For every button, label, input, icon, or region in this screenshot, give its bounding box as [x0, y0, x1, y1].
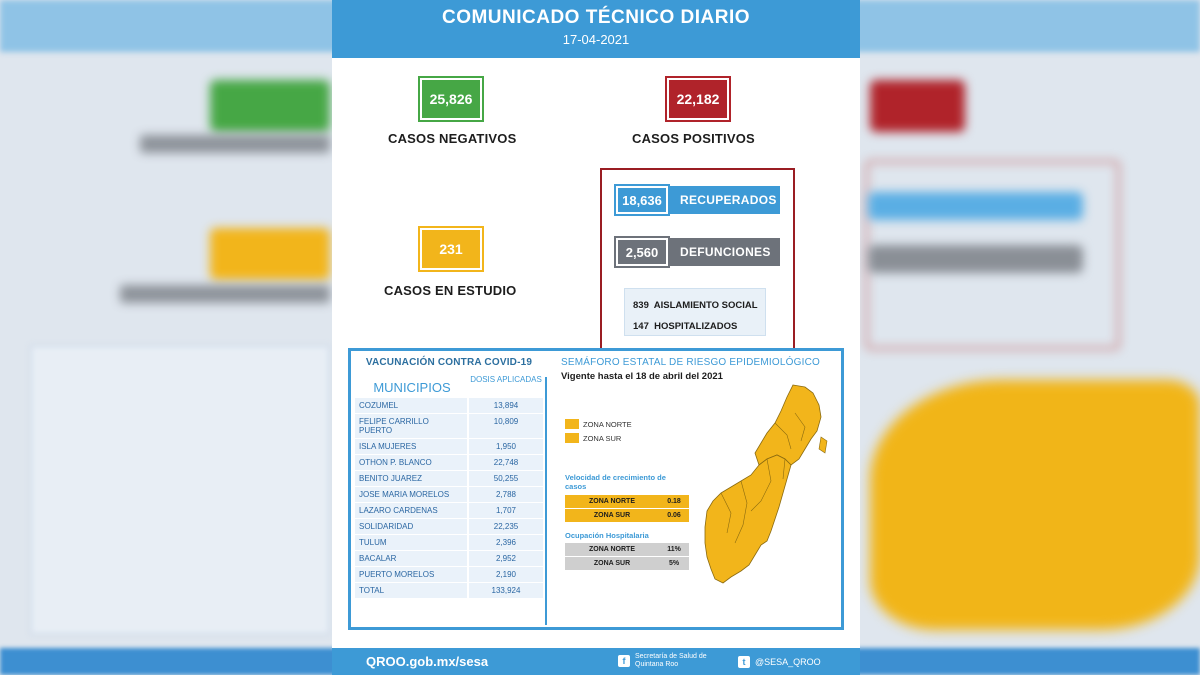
- backdrop-yellow-card: [210, 228, 330, 280]
- vaccination-row: [355, 397, 543, 413]
- facebook-credit[interactable]: [618, 653, 707, 669]
- vaccination-row: [355, 454, 543, 470]
- occupancy-table: [565, 543, 689, 571]
- vaccination-row: [355, 470, 543, 486]
- backdrop-table-panel: [30, 345, 330, 635]
- municipio-name: OTHON P. BLANCO: [355, 455, 469, 470]
- twitter-icon: t: [738, 656, 750, 668]
- vaccination-row: [355, 550, 543, 566]
- municipio-name: COZUMEL: [355, 398, 469, 413]
- semaforo-title: SEMÁFORO ESTATAL DE RIESGO EPIDEMIOLÓGICO: [561, 357, 820, 368]
- recovered-label: RECUPERADOS: [680, 193, 777, 207]
- deaths-value: 2,560: [616, 238, 668, 266]
- quintana-roo-map: [701, 383, 835, 593]
- legend-swatch: [565, 419, 579, 429]
- municipio-name: ISLA MUJERES: [355, 439, 469, 454]
- municipio-name: PUERTO MORELOS: [355, 567, 469, 582]
- facebook-label: Secretaría de Salud de Quintana Roo: [635, 653, 707, 668]
- doses-value: 50,255: [469, 471, 543, 486]
- facebook-icon: f: [618, 655, 630, 667]
- doses-value: 2,952: [469, 551, 543, 566]
- doses-header: DOSIS APLICADAS: [470, 375, 542, 384]
- vaccination-row: [355, 502, 543, 518]
- legend-south: [565, 431, 632, 445]
- report-footer: [332, 648, 860, 675]
- doses-value: 1,950: [469, 439, 543, 454]
- vaccination-row: [355, 413, 543, 438]
- municipio-name: LAZARO CARDENAS: [355, 503, 469, 518]
- occupancy-row: [565, 543, 689, 557]
- vaccination-row: [355, 438, 543, 454]
- twitter-credit[interactable]: [738, 656, 821, 668]
- doses-value: 2,190: [469, 567, 543, 582]
- zone-value: 0.18: [667, 498, 681, 505]
- municipios-header: MUNICIPIOS: [373, 380, 451, 395]
- doses-value: 22,235: [469, 519, 543, 534]
- growth-row: [565, 495, 689, 509]
- vaccination-section: [355, 357, 543, 598]
- vaccination-row: [355, 486, 543, 502]
- semaforo-subtitle: Vigente hasta el 18 de abril del 2021: [561, 371, 723, 382]
- backdrop-text: [140, 135, 330, 153]
- map-north-zone: [755, 385, 821, 465]
- report-title: COMUNICADO TÉCNICO DIARIO: [441, 7, 751, 28]
- zone-legend: [565, 417, 632, 445]
- growth-title: Velocidad de crecimiento de casos: [565, 473, 666, 491]
- map-south-zone: [705, 455, 791, 583]
- deaths-bar: [616, 238, 780, 266]
- backdrop-green-card: [210, 80, 330, 132]
- study-cases-label: CASOS EN ESTUDIO: [384, 283, 517, 298]
- zone-name: ZONA SUR: [593, 560, 631, 567]
- zone-value: 0.06: [667, 512, 681, 519]
- municipio-name: JOSE MARIA MORELOS: [355, 487, 469, 502]
- report-date: 17-04-2021: [562, 32, 630, 47]
- municipio-name: BENITO JUAREZ: [355, 471, 469, 486]
- growth-row: [565, 509, 689, 523]
- doses-value: 13,894: [469, 398, 543, 413]
- doses-value: 2,788: [469, 487, 543, 502]
- deaths-label: DEFUNCIONES: [680, 245, 771, 259]
- positive-cases-value: 22,182: [667, 78, 729, 120]
- isolation-text: 839 AISLAMIENTO SOCIAL: [633, 300, 758, 311]
- municipio-name: SOLIDARIDAD: [355, 519, 469, 534]
- semaforo-section: [561, 357, 837, 625]
- positive-cases-label: CASOS POSITIVOS: [632, 131, 755, 146]
- study-cases-value: 231: [420, 228, 482, 270]
- backdrop-blue-bar: [868, 192, 1083, 220]
- hospitalized-text: 147 HOSPITALIZADOS: [633, 321, 738, 332]
- vaccination-table-header: [355, 374, 543, 395]
- backdrop-red-card: [870, 80, 965, 132]
- legend-north-label: ZONA NORTE: [583, 419, 632, 429]
- vaccination-title: VACUNACIÓN CONTRA COVID-19: [365, 357, 533, 368]
- occupancy-title: Ocupación Hospitalaria: [565, 531, 649, 540]
- vaccination-semaforo-panel: [348, 348, 844, 630]
- doses-value: 1,707: [469, 503, 543, 518]
- backdrop-text: [120, 285, 330, 303]
- isolation-hospital-box: [624, 288, 766, 336]
- municipio-name: FELIPE CARRILLO PUERTO: [355, 414, 469, 438]
- recovered-value: 18,636: [616, 186, 668, 214]
- doses-value: 22,748: [469, 455, 543, 470]
- vaccination-row: [355, 534, 543, 550]
- municipio-name: BACALAR: [355, 551, 469, 566]
- section-divider: [545, 377, 547, 625]
- legend-south-label: ZONA SUR: [583, 433, 622, 443]
- zone-name: ZONA NORTE: [588, 498, 636, 505]
- negative-cases-label: CASOS NEGATIVOS: [388, 131, 517, 146]
- legend-north: [565, 417, 632, 431]
- doses-value: 133,924: [469, 583, 543, 598]
- vaccination-row: [355, 582, 543, 598]
- zone-value: 11%: [667, 546, 681, 553]
- zone-name: ZONA SUR: [593, 512, 631, 519]
- website-link[interactable]: QROO.gob.mx/sesa: [366, 654, 489, 669]
- vaccination-table-body: [355, 397, 543, 598]
- doses-value: 2,396: [469, 535, 543, 550]
- daily-report-document: [332, 0, 860, 675]
- growth-table: [565, 495, 689, 523]
- zone-name: ZONA NORTE: [588, 546, 636, 553]
- report-header: [332, 0, 860, 58]
- negative-cases-value: 25,826: [420, 78, 482, 120]
- occupancy-row: [565, 557, 689, 571]
- municipio-name: TOTAL: [355, 583, 469, 598]
- municipio-name: TULUM: [355, 535, 469, 550]
- legend-swatch: [565, 433, 579, 443]
- doses-value: 10,809: [469, 414, 543, 438]
- backdrop-gray-bar: [868, 245, 1083, 273]
- cozumel-island: [819, 437, 827, 453]
- recovered-bar: [616, 186, 780, 214]
- backdrop-map: [870, 380, 1200, 630]
- vaccination-row: [355, 566, 543, 582]
- twitter-handle: @SESA_QROO: [755, 657, 821, 667]
- vaccination-row: [355, 518, 543, 534]
- zone-value: 5%: [668, 560, 680, 567]
